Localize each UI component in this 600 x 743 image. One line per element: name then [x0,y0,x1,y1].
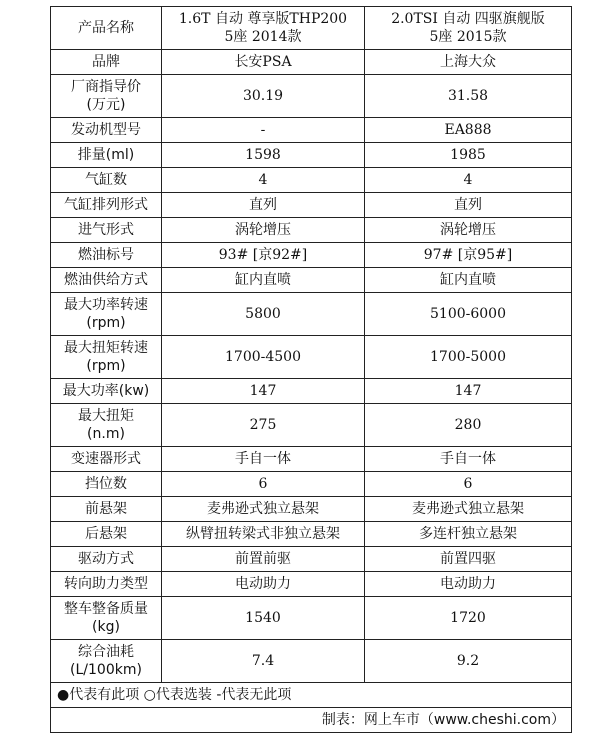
car1-value: 涡轮增压 [162,218,365,243]
table-row [51,522,572,547]
car2-value: 麦弗逊式独立悬架 [365,497,572,522]
row-label: 发动机型号 [51,118,162,143]
car2-value: 280 [365,404,572,447]
table-row [51,447,572,472]
table-row [51,547,572,572]
table-row [51,472,572,497]
table-row [51,75,572,118]
table-row [51,379,572,404]
car1-value: 麦弗逊式独立悬架 [162,497,365,522]
table-row [51,268,572,293]
table-row [51,293,572,336]
row-label: 排量(ml) [51,143,162,168]
car2-value: 9.2 [365,640,572,683]
car2-value: EA888 [365,118,572,143]
car2-value: 电动助力 [365,572,572,597]
row-label: 气缸排列形式 [51,193,162,218]
spec-comparison-table [50,6,572,733]
row-label: 变速器形式 [51,447,162,472]
header-label: 产品名称 [51,7,162,50]
table-row [51,243,572,268]
row-label: 最大功率转速 (rpm) [51,293,162,336]
table-row [51,336,572,379]
row-label: 综合油耗 (L/100km) [51,640,162,683]
row-label: 整车整备质量 (kg) [51,597,162,640]
table-row [51,218,572,243]
car2-name: 2.0TSI 自动 四驱旗舰版 5座 2015款 [365,7,572,50]
row-label: 后悬架 [51,522,162,547]
row-label: 最大功率(kw) [51,379,162,404]
car1-value: 纵臂扭转梁式非独立悬架 [162,522,365,547]
car2-value: 多连杆独立悬架 [365,522,572,547]
car1-value: 1700-4500 [162,336,365,379]
car2-value: 147 [365,379,572,404]
car1-value: 电动助力 [162,572,365,597]
car2-value: 1985 [365,143,572,168]
table-row [51,497,572,522]
table-row [51,404,572,447]
car1-value: 长安PSA [162,50,365,75]
car1-value: 147 [162,379,365,404]
row-label: 厂商指导价 (万元) [51,75,162,118]
table-row [51,118,572,143]
car2-value: 97# [京95#] [365,243,572,268]
row-label: 气缸数 [51,168,162,193]
car2-value: 1720 [365,597,572,640]
car1-value: 4 [162,168,365,193]
car1-value: 30.19 [162,75,365,118]
car1-value: 5800 [162,293,365,336]
car2-value: 5100-6000 [365,293,572,336]
row-label: 燃油供给方式 [51,268,162,293]
source-credit: 制表：网上车市（www.cheshi.com） [51,708,572,733]
car1-value: 1540 [162,597,365,640]
car1-value: 6 [162,472,365,497]
source-row [51,708,572,733]
row-label: 前悬架 [51,497,162,522]
table-row [51,572,572,597]
car2-value: 直列 [365,193,572,218]
car1-value: - [162,118,365,143]
car2-value: 手自一体 [365,447,572,472]
table-row [51,143,572,168]
car1-value: 前置前驱 [162,547,365,572]
car2-value: 缸内直喷 [365,268,572,293]
car2-value: 上海大众 [365,50,572,75]
row-label: 挡位数 [51,472,162,497]
table-row [51,193,572,218]
car2-value: 涡轮增压 [365,218,572,243]
car1-value: 275 [162,404,365,447]
car2-value: 4 [365,168,572,193]
table-row [51,168,572,193]
car1-value: 直列 [162,193,365,218]
legend-row [51,683,572,708]
car2-value: 1700-5000 [365,336,572,379]
row-label: 驱动方式 [51,547,162,572]
row-label: 最大扭矩转速 (rpm) [51,336,162,379]
header-row [51,7,572,50]
row-label: 最大扭矩 (n.m) [51,404,162,447]
car2-value: 6 [365,472,572,497]
legend-text: ●代表有此项 ○代表选装 -代表无此项 [51,683,572,708]
car1-value: 手自一体 [162,447,365,472]
row-label: 燃油标号 [51,243,162,268]
table-row [51,640,572,683]
car1-value: 93# [京92#] [162,243,365,268]
car1-value: 1598 [162,143,365,168]
car2-value: 31.58 [365,75,572,118]
row-label: 品牌 [51,50,162,75]
car1-value: 缸内直喷 [162,268,365,293]
car1-value: 7.4 [162,640,365,683]
table-row [51,50,572,75]
row-label: 进气形式 [51,218,162,243]
table-row [51,597,572,640]
car1-name: 1.6T 自动 尊享版THP200 5座 2014款 [162,7,365,50]
car2-value: 前置四驱 [365,547,572,572]
row-label: 转向助力类型 [51,572,162,597]
